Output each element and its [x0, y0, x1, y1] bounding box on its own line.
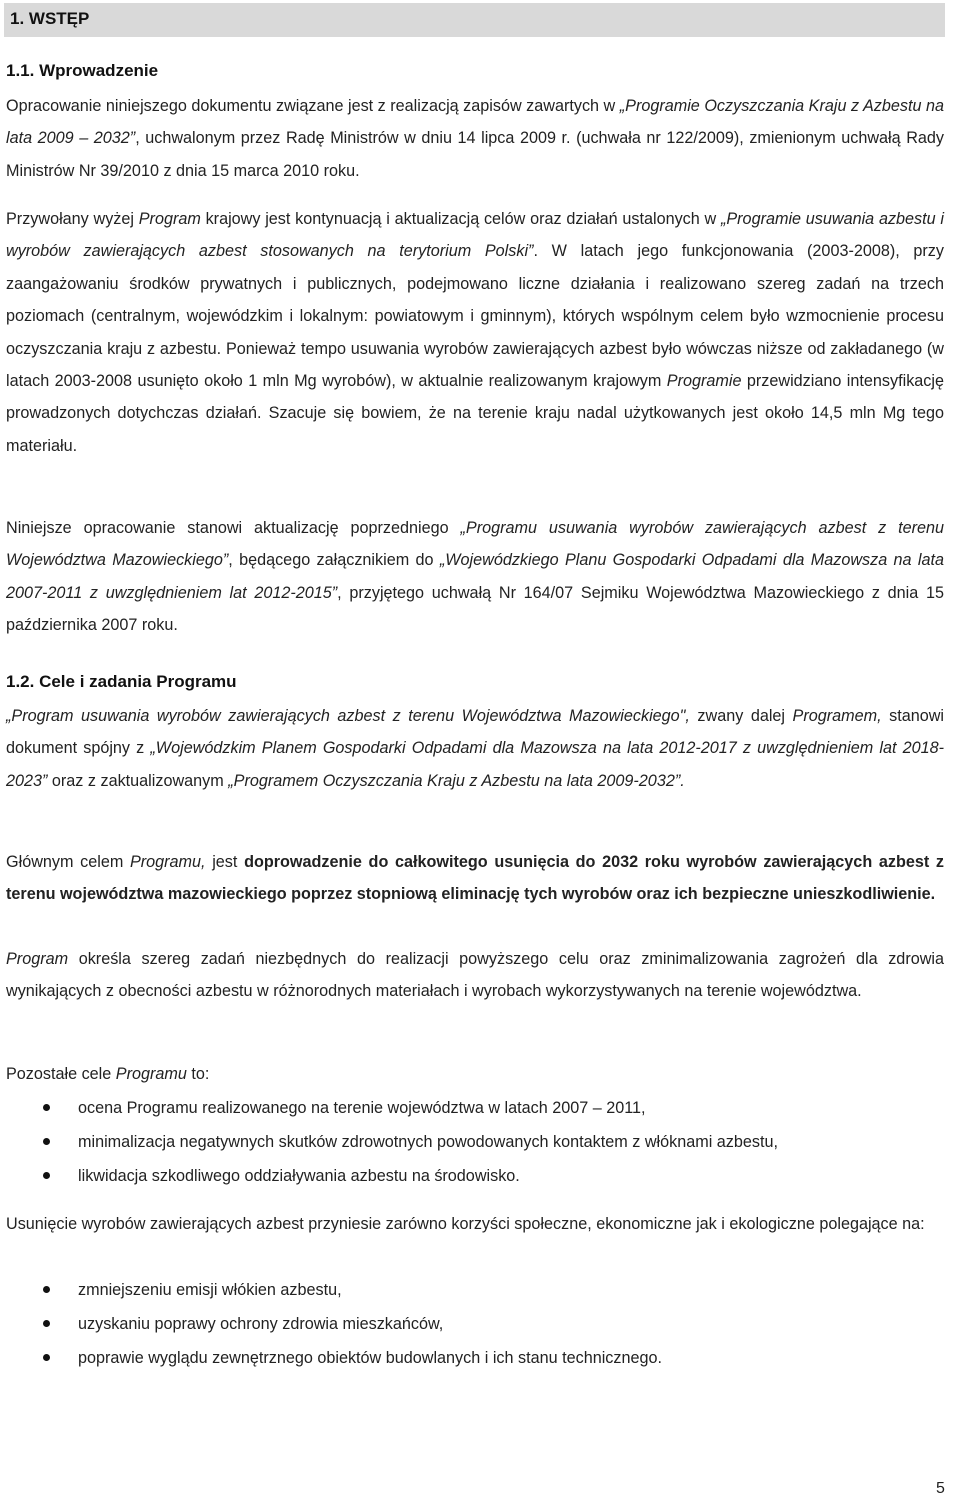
plan-title-reference: „Wojewódzkiego Planu Gospodarki Odpadami dla Mazowsza na lata 2007-2011 z uwzględnieniem lat 2012-2015” — [6, 551, 944, 602]
paragraph-text: Przywołany wyżej — [6, 210, 139, 228]
benefits-list — [6, 1274, 944, 1376]
paragraph-tasks — [6, 943, 944, 1008]
subsection-title-goals: 1.2. Cele i zadania Programu — [6, 672, 237, 691]
page-number: 5 — [936, 1480, 945, 1497]
list-item-text: poprawie wyglądu zewnętrznego obiektów budowlanych i ich stanu technicznego. — [78, 1349, 663, 1367]
paragraph-text: określa szereg zadań niezbędnych do realizacji powyższego celu oraz zminimalizowania zagrożeń dla zdrowia wynikających z obecności azbestu w różnorodnych materiałach i wyrobach wykorzystywanych na terenie województwa. — [6, 950, 944, 1001]
program-title-reference: „Programem Oczyszczania Kraju z Azbestu na lata 2009-2032”. — [228, 771, 685, 790]
bullet-icon — [43, 1320, 50, 1327]
paragraph-text: , uchwalonym przez Radę Ministrów w dniu 14 lipca 2009 r. (uchwała nr 122/2009), zmienionym uchwałą Rady Ministrów Nr 39/2010 z dnia 15 marca 2010 roku. — [6, 129, 944, 180]
program-term: Programem, — [792, 707, 882, 725]
program-title-reference: „Programu usuwania wyrobów zawierających azbest z terenu Województwa Mazowieckiego” — [6, 519, 944, 570]
list-item — [6, 1160, 944, 1194]
bullet-icon — [43, 1138, 50, 1145]
paragraph-text: Usunięcie wyrobów zawierających azbest przyniesie zarówno korzyści społeczne, ekonomiczne jak i ekologiczne polegające na: — [6, 1215, 925, 1233]
list-item-text: minimalizacja negatywnych skutków zdrowotnych powodowanych kontaktem z włóknami azbestu, — [78, 1133, 778, 1151]
paragraph-text: Opracowanie niniejszego dokumentu związane jest z realizacją zapisów zawartych w — [6, 97, 620, 115]
program-term: Program — [6, 950, 69, 968]
paragraph-benefits — [6, 1208, 944, 1240]
program-title-reference: „Programie Oczyszczania Kraju z Azbestu na lata 2009 – 2032” — [6, 97, 944, 148]
program-title-reference: „Programie usuwania azbestu i wyrobów zawierających azbest stosowanych na terytorium Polski” — [6, 210, 944, 261]
paragraph-intro — [6, 90, 944, 187]
list-item — [6, 1126, 944, 1160]
paragraph-text: oraz z zaktualizowanym — [47, 771, 229, 790]
other-goals-list — [6, 1092, 944, 1194]
list-item-text: likwidacja szkodliwego oddziaływania azbestu na środowisko. — [78, 1167, 520, 1185]
paragraph-main-goal — [6, 846, 944, 911]
paragraph-other-goals — [6, 1058, 944, 1090]
bullet-icon — [43, 1172, 50, 1179]
paragraph-text: Głównym celem — [6, 853, 130, 871]
main-goal-statement: doprowadzenie do całkowitego usunięcia do 2032 roku wyrobów zawierających azbest z terenu województwa mazowieckiego poprzez stopniową eliminację tych wyrobów oraz ich bezpieczne unieszkodliwienie. — [6, 853, 945, 904]
bullet-icon — [43, 1286, 50, 1293]
program-term: Program — [138, 210, 201, 228]
paragraph-text: , przyjętego uchwałą Nr 164/07 Sejmiku Województwa Mazowieckiego z dnia 15 października 2007 roku. — [6, 583, 944, 635]
list-item-text: zmniejszeniu emisji włókien azbestu, — [78, 1281, 342, 1299]
list-item-text: ocena Programu realizowanego na terenie województwa w latach 2007 – 2011, — [78, 1099, 646, 1117]
program-title-reference: „Program usuwania wyrobów zawierających azbest z terenu Województwa Mazowieckiego", — [6, 707, 690, 725]
section-header-bar — [4, 3, 945, 37]
paragraph-update — [6, 512, 944, 642]
list-item — [6, 1092, 944, 1126]
program-term: Programie — [666, 372, 742, 391]
paragraph-text: zwany dalej — [689, 707, 793, 725]
program-term: Programu — [115, 1065, 187, 1083]
paragraph-text: jest — [205, 853, 245, 871]
list-item — [6, 1342, 944, 1376]
bullet-icon — [43, 1104, 50, 1111]
paragraph-text: , będącego załącznikiem do — [228, 551, 440, 570]
bullet-icon — [43, 1354, 50, 1361]
subsection-title-introduction: 1.1. Wprowadzenie — [6, 61, 159, 80]
paragraph-text: stanowi dokument spójny z — [6, 707, 945, 758]
paragraph-text: Pozostałe cele — [6, 1065, 116, 1083]
section-title: 1. WSTĘP — [10, 9, 90, 28]
program-term: Programu, — [129, 853, 206, 871]
paragraph-text: przewidziano intensyfikację prowadzonych dotychczas działań. Szacuje się bowiem, że na terenie kraju nadal użytkowanych jest około 14,5 mln Mg tego materiału. — [6, 372, 944, 455]
list-item — [6, 1308, 944, 1342]
plan-title-reference: „Wojewódzkim Planem Gospodarki Odpadami dla Mazowsza na lata 2012-2017 z uwzględnieniem lat 2018-2023” — [6, 739, 945, 790]
paragraph-text: Niniejsze opracowanie stanowi aktualizację poprzedniego — [6, 519, 461, 537]
paragraph-text: krajowy jest kontynuacją i aktualizacją celów oraz działań ustalonych w — [200, 210, 721, 228]
paragraph-program-scope — [6, 700, 944, 797]
paragraph-program-continuation — [6, 203, 944, 462]
list-item-text: uzyskaniu poprawy ochrony zdrowia mieszkańców, — [78, 1315, 444, 1333]
list-item — [6, 1274, 944, 1308]
paragraph-text: to: — [186, 1065, 210, 1083]
paragraph-text: . W latach jego funkcjonowania (2003-2008), przy zaangażowaniu środków prywatnych i publicznych, podejmowano liczne działania i realizowano szereg zadań na trzech poziomach (centralnym, wojewódzkim i lokalnym: powiatowym i gminnym), których wspólnym celem było wzmocnienie procesu oczyszczania kraju z azbestu. Ponieważ tempo usuwania wyrobów zawierających azbest było wówczas niższe od zakładanego (w latach 2003-2008 usunięto około 1 mln Mg wyrobów), w aktualnie realizowanym krajowym — [6, 242, 944, 391]
